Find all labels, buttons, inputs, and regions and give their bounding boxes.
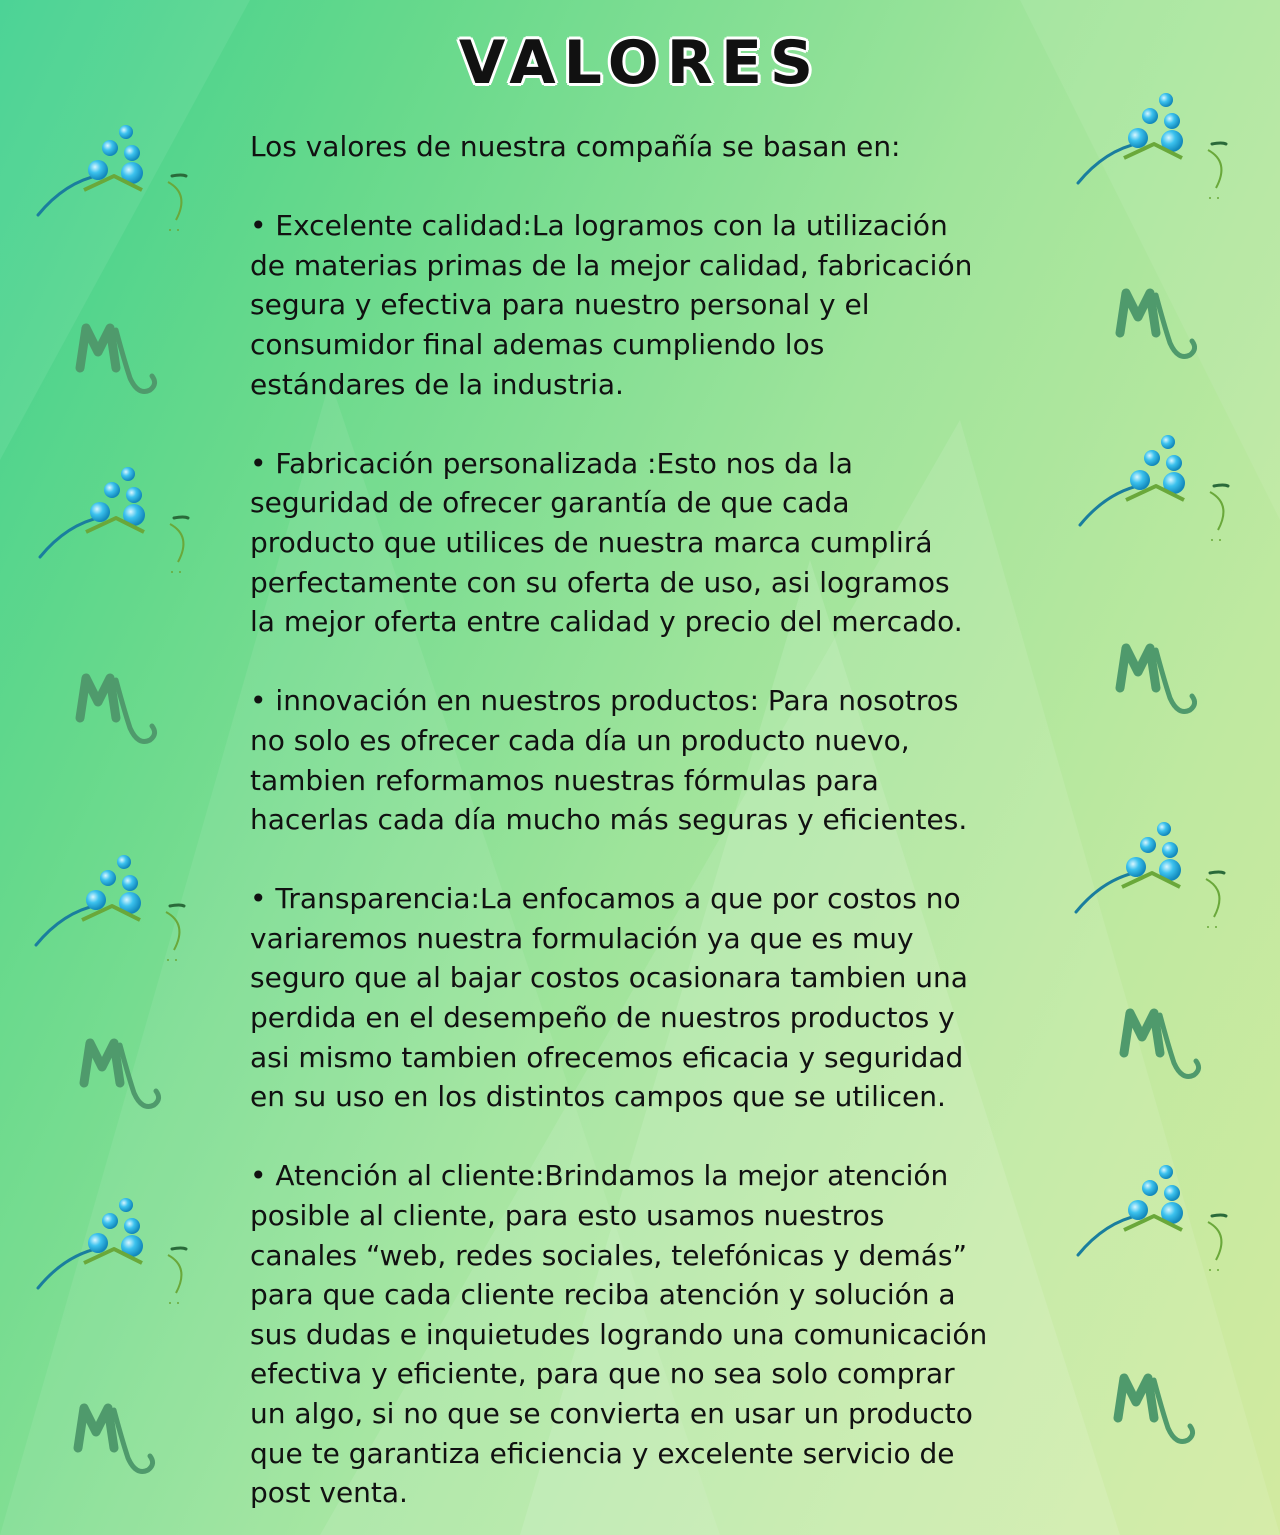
m-logo-icon (72, 320, 167, 400)
intro-text: Los valores de nuestra compañía se basan en: (250, 130, 901, 163)
values-content (250, 127, 1050, 1513)
value-transparencia: • Transparencia:La enfocamos a que por costos no variaremos nuestra formulación ya que es muy seguro que al bajar costos ocasionara tambien una perdida en el desempeño de nuestros productos y asi mismo tambien ofrecemos eficacia y seguridad en su uso en los distintos campos que se utilicen. (250, 882, 968, 1114)
m-logo-icon (72, 670, 167, 750)
bubbles-logo-icon (1070, 1160, 1240, 1280)
value-excelente-calidad: • Excelente calidad:La logramos con la utilización de materias primas de la mejor calidad, fabricación segura y efectiva para nuestro personal y el consumidor final ademas cumpliendo los estándares de la industria. (250, 209, 973, 401)
bubbles-logo-icon (28, 850, 198, 970)
m-logo-icon (1112, 285, 1207, 365)
m-logo-icon (70, 1400, 165, 1480)
value-innovacion: • innovación en nuestros productos: Para nosotros no solo es ofrecer cada día un producto nuevo, tambien reformamos nuestras fórmulas para hacerlas cada día mucho más seguras y eficientes. (250, 684, 968, 837)
m-logo-icon (76, 1035, 171, 1115)
value-atencion-al-cliente: • Atención al cliente:Brindamos la mejor atención posible al cliente, para esto usamos nuestros canales “web, redes sociales, telefónicas y demás” para que cada cliente reciba atención y solución a sus dudas e inquietudes logrando una comunicación efectiva y eficiente, para que no sea solo comprar un algo, si no que se convierta en usar un producto que te garantiza eficiencia y excelente servicio de post venta. (250, 1159, 988, 1510)
m-logo-icon (1112, 640, 1207, 720)
bubbles-logo-icon (1068, 817, 1238, 937)
m-logo-icon (1110, 1370, 1205, 1450)
bubbles-logo-icon (1070, 88, 1240, 208)
bubbles-logo-icon (1072, 430, 1242, 550)
bubbles-logo-icon (32, 462, 202, 582)
bubbles-logo-icon (30, 120, 200, 240)
m-logo-icon (1116, 1005, 1211, 1085)
value-fabricacion-personalizada: • Fabricación personalizada :Esto nos da la seguridad de ofrecer garantía de que cada producto que utilices de nuestra marca cumplirá perfectamente con su oferta de uso, asi logramos la mejor oferta entre calidad y precio del mercado. (250, 446, 963, 639)
bubbles-logo-icon (30, 1193, 200, 1313)
page-title: VALORES (458, 28, 822, 98)
